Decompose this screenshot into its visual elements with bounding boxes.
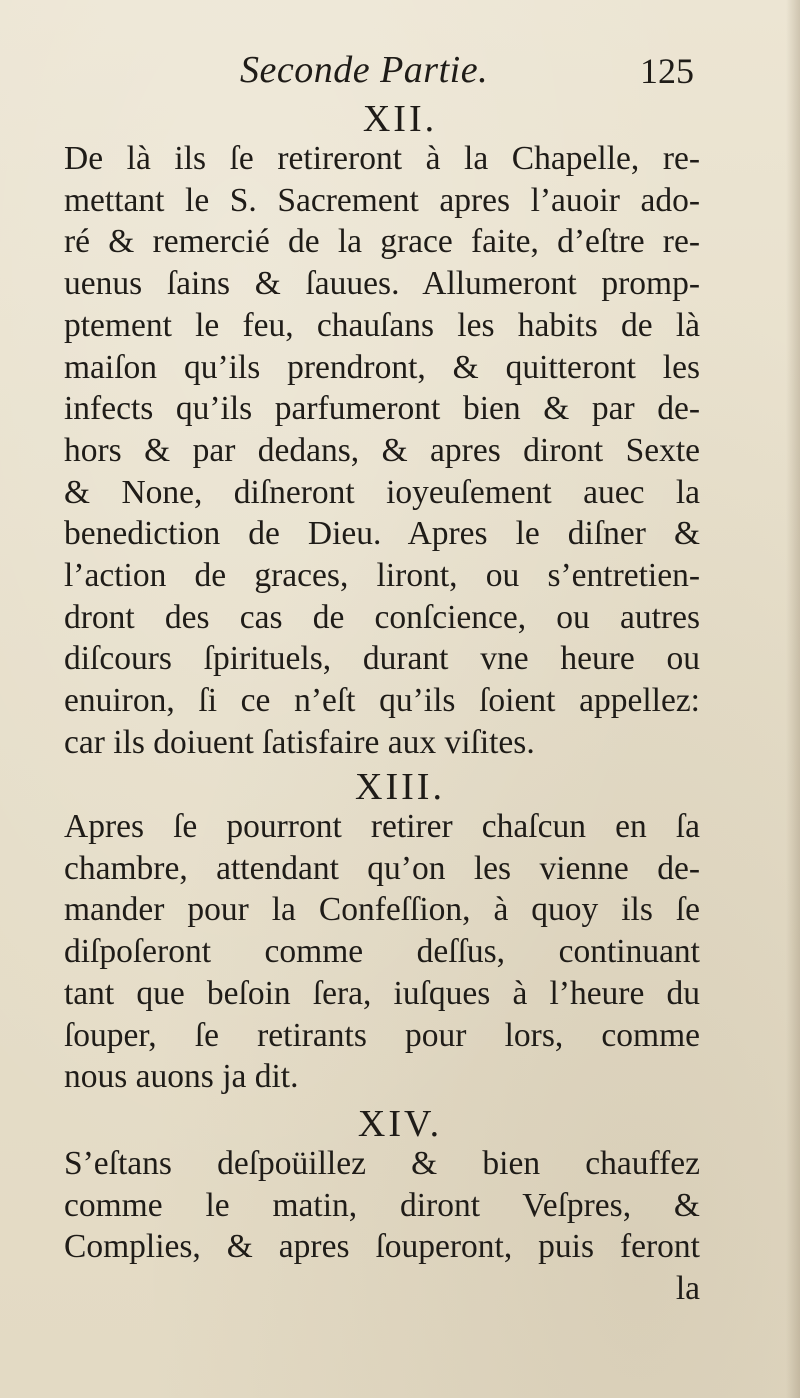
- text-line: dront des cas de conſcience, ou autres: [64, 598, 700, 636]
- section-title-xiii: XIII.: [355, 766, 445, 808]
- text-line: benediction de Dieu. Apres le diſner &: [64, 515, 700, 553]
- page-number: 125: [640, 51, 694, 91]
- text-line: S’eſtans deſpoüillez & bien chauffez: [64, 1145, 700, 1182]
- section-title-xii: XII.: [362, 98, 438, 140]
- text-line: tant que beſoin ſera, iuſques à l’heure du: [64, 974, 700, 1012]
- text-line: l’action de graces, liront, ou s’entretien-: [64, 557, 700, 595]
- text-line: enuiron, ſi ce n’eſt qu’ils ſoient appellez:: [64, 682, 700, 720]
- text-line: uenus ſains & ſauues. Allumeront promp-: [64, 265, 700, 303]
- text-line: infects qu’ils parfumeront bien & par de-: [64, 390, 700, 428]
- page-header: [0, 48, 800, 98]
- text-line: Complies, & apres ſouperont, puis feront: [64, 1228, 700, 1266]
- text-line: De là ils ſe retireront à la Chapelle, re-: [64, 140, 700, 177]
- text-line: hors & par dedans, & apres diront Sexte: [64, 431, 700, 469]
- text-line: nous auons ja dit.: [64, 1058, 299, 1096]
- text-line: Apres ſe pourront retirer chaſcun en ſa: [64, 808, 700, 845]
- text-line: comme le matin, diront Veſpres, &: [64, 1186, 700, 1224]
- text-line: ré & remercié de la grace faite, d’eſtre re-: [64, 223, 700, 261]
- text-line: diſpoſeront comme deſſus, continuant: [64, 933, 700, 971]
- text-line: chambre, attendant qu’on les vienne de-: [64, 849, 700, 887]
- paragraph-xiii: [64, 806, 700, 1098]
- text-line: diſcours ſpirituels, durant vne heure ou: [64, 640, 700, 678]
- text-line: ſouper, ſe retirants pour lors, comme: [64, 1016, 700, 1054]
- text-line: mettant le S. Sacrement apres l’auoir ado-: [64, 181, 700, 219]
- text-line: mander pour la Confeſſion, à quoy ils ſe: [64, 891, 700, 929]
- text-line: maiſon qu’ils prendront, & quitteront les: [64, 348, 700, 386]
- text-line: & None, diſneront ioyeuſement auec la: [64, 473, 700, 511]
- paragraph-xii: [64, 138, 700, 764]
- page-edge-shadow: [786, 0, 800, 1398]
- catchword: la: [675, 1270, 700, 1308]
- running-head: Seconde Partie.: [240, 49, 489, 91]
- text-line: ptement le feu, chauſans les habits de là: [64, 306, 700, 344]
- paragraph-xiv: [64, 1143, 700, 1310]
- section-title-xiv: XIV.: [357, 1103, 443, 1145]
- text-line: car ils doiuent ſatisfaire aux viſites.: [64, 723, 535, 761]
